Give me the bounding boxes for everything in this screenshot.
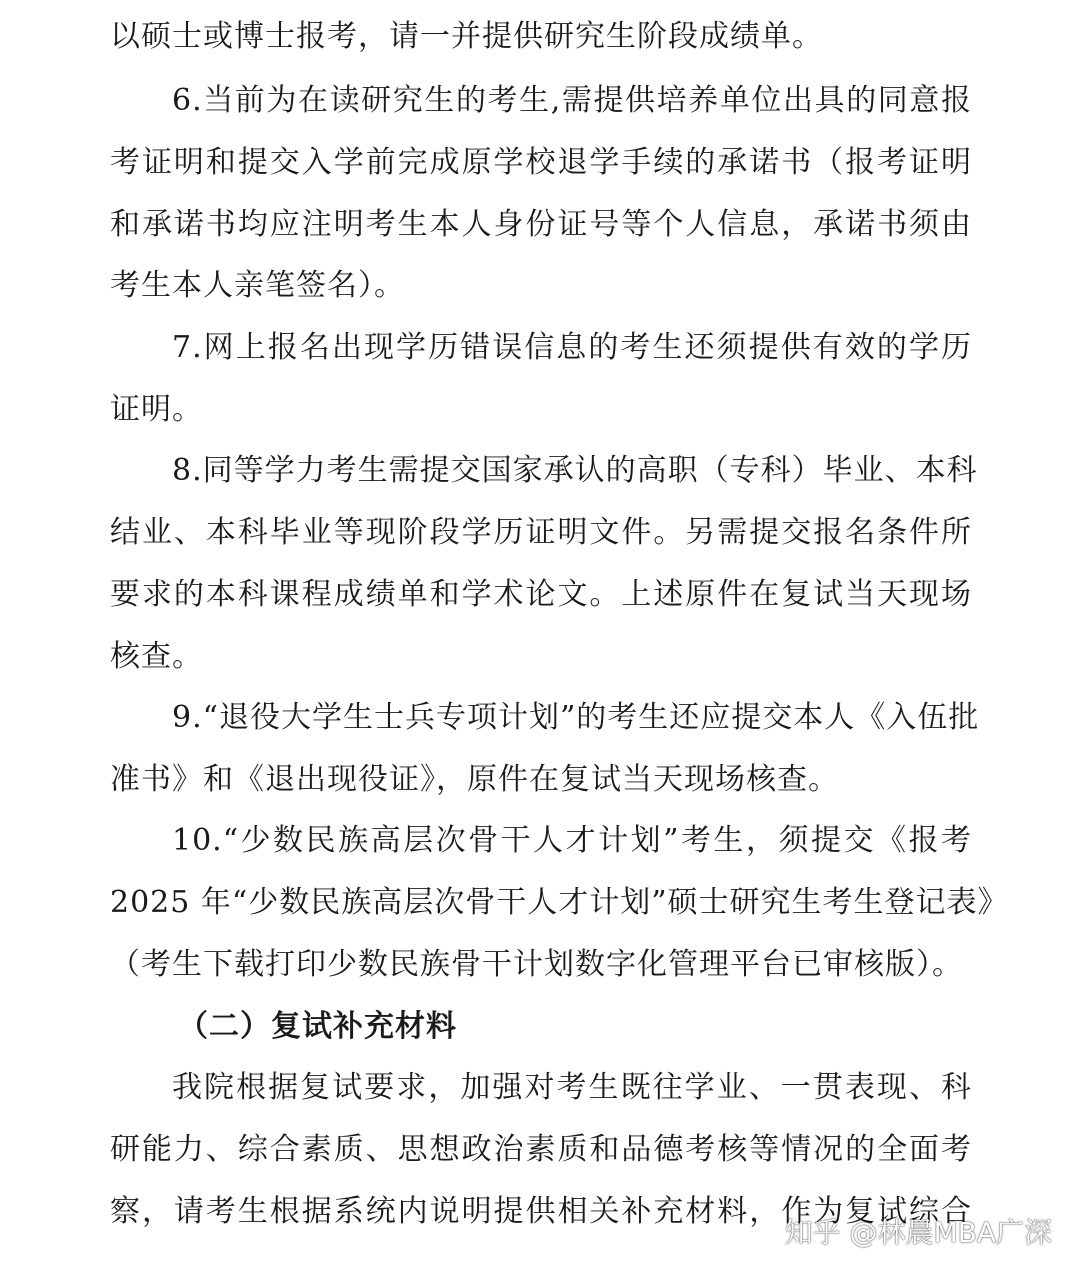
paragraph-line: 7.网上报名出现学历错误信息的考生还须提供有效的学历 [172, 330, 972, 365]
paragraph-line: 证明。 [110, 392, 203, 427]
paragraph-line: 9.“退役大学生士兵专项计划”的考生还应提交本人《入伍批 [172, 700, 980, 735]
paragraph-line: （考生下载打印少数民族骨干计划数字化管理平台已审核版）。 [110, 947, 963, 982]
paragraph-line: 和承诺书均应注明考生本人身份证号等个人信息，承诺书须由 [110, 207, 972, 242]
paragraph-line: 我院根据复试要求，加强对考生既往学业、一贯表现、科 [172, 1070, 972, 1105]
paragraph-line: 准书》和《退出现役证》，原件在复试当天现场核查。 [110, 762, 839, 797]
paragraph-line: 察，请考生根据系统内说明提供相关补充材料，作为复试综合 [110, 1194, 972, 1229]
paragraph-line: 考生本人亲笔签名）。 [110, 268, 405, 303]
paragraph-line: 研能力、综合素质、思想政治素质和品德考核等情况的全面考 [110, 1132, 972, 1167]
zhihu-watermark: 知乎 @林晨MBA广深 [784, 1216, 1052, 1249]
paragraph-line: 核查。 [110, 639, 203, 674]
paragraph-line: 以硕士或博士报考，请一并提供研究生阶段成绩单。 [110, 19, 823, 54]
section-heading: （二）复试补充材料 [178, 1009, 457, 1044]
paragraph-line: 考证明和提交入学前完成原学校退学手续的承诺书（报考证明 [110, 145, 972, 180]
paragraph-line: 6.当前为在读研究生的考生,需提供培养单位出具的同意报 [172, 83, 972, 118]
paragraph-line: 8.同等学力考生需提交国家承认的高职（专科）毕业、本科 [172, 453, 978, 488]
paragraph-line: 10.“少数民族高层次骨干人才计划”考生，须提交《报考 [172, 823, 972, 858]
paragraph-line: 2025 年“少数民族高层次骨干人才计划”硕士研究生考生登记表》 [110, 885, 1009, 920]
paragraph-line: 要求的本科课程成绩单和学术论文。上述原件在复试当天现场 [110, 577, 972, 612]
paragraph-line: 结业、本科毕业等现阶段学历证明文件。另需提交报名条件所 [110, 515, 972, 550]
